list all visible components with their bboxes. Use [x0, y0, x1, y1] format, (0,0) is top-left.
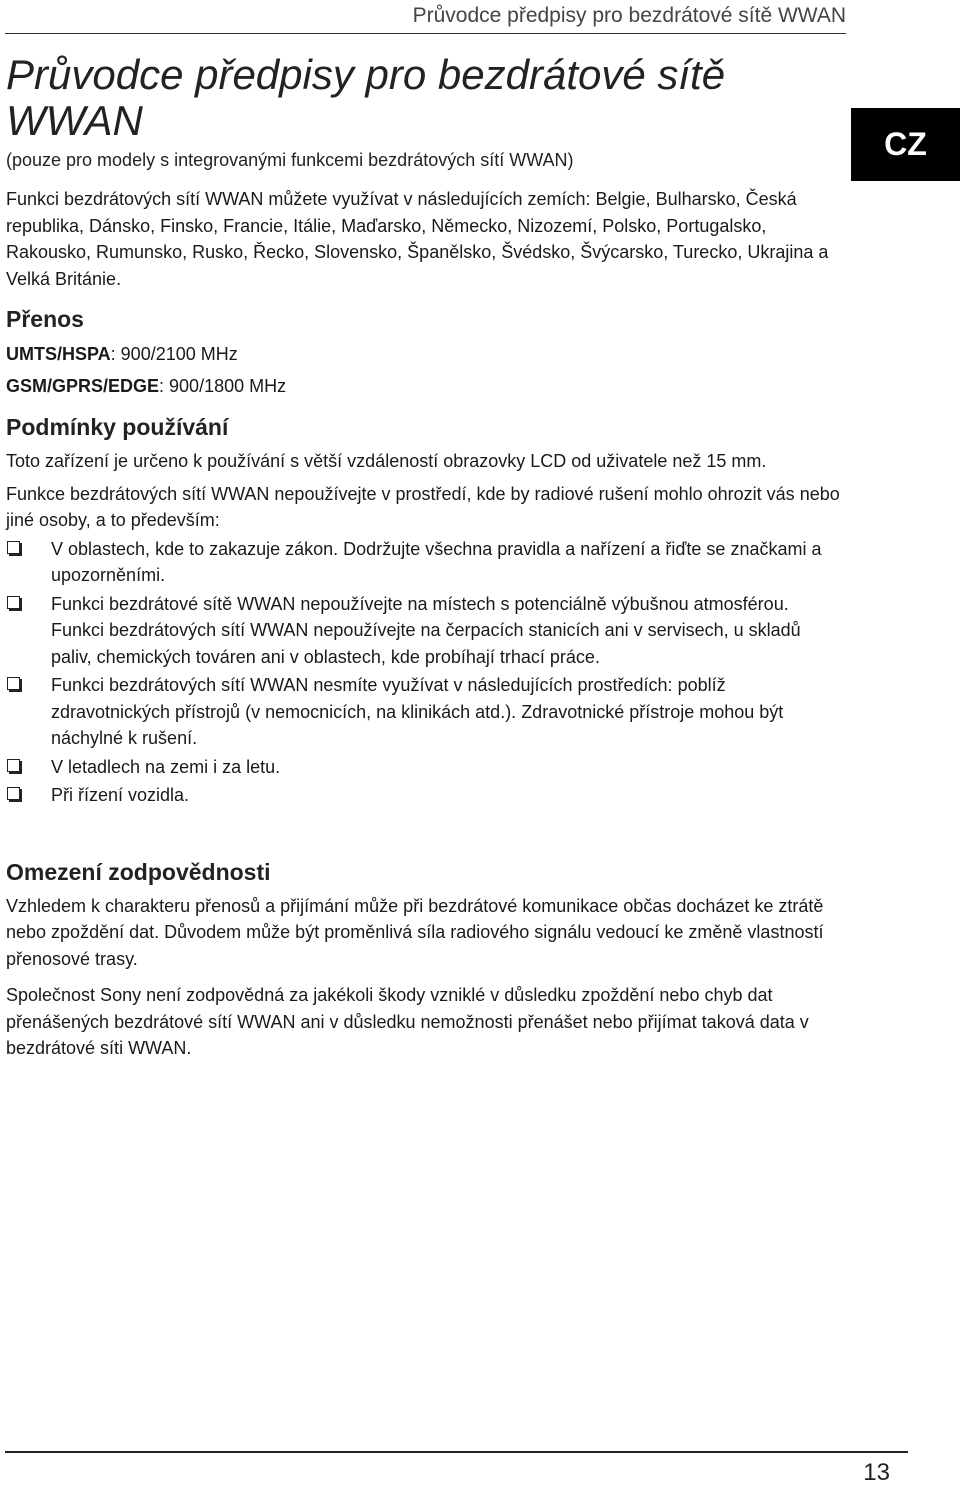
- conditions-list: [6, 536, 844, 809]
- page-number: 13: [863, 1459, 890, 1486]
- header-divider: [5, 33, 846, 34]
- liability-paragraph: Společnost Sony není zodpovědná za jakékoli škody vzniklé v důsledku zpoždění nebo chyb dat přenášených bezdrátové sítí WWAN ani v důsledku nemožnosti přenášet nebo přijímat taková data v bezdrátové síti WWAN.: [6, 985, 809, 1058]
- frequency-value: : 900/1800 MHz: [159, 376, 287, 396]
- page-content: [6, 52, 844, 1062]
- checkbox-bullet-icon: [7, 596, 20, 609]
- checkbox-bullet-icon: [7, 787, 20, 800]
- list-item: Při řízení vozidla.: [6, 782, 844, 809]
- checkbox-bullet-icon: [7, 541, 20, 554]
- conditions-heading: Podmínky používání: [6, 414, 229, 440]
- frequency-label: UMTS/HSPA: [6, 344, 111, 364]
- intro-paragraph: Funkci bezdrátových sítí WWAN můžete využívat v následujících zemích: Belgie, Bulharsko, Česká republika, Dánsko, Finsko, Francie, Itálie, Maďarsko, Německo, Nizozemí, Polsko, Portugalsko, Rakousko, Rumunsko, Rusko, Řecko, Slovensko, Španělsko, Švédsko, Švýcarsko, Turecko, Ukrajina a Velká Británie.: [6, 189, 829, 289]
- list-item: V letadlech na zemi i za letu.: [6, 754, 844, 781]
- transmission-heading: Přenos: [6, 306, 84, 332]
- liability-paragraph: Vzhledem k charakteru přenosů a přijímání může při bezdrátové komunikace občas docházet ke ztrátě nebo zpoždění dat. Důvodem může být proměnlivá síla radiového signálu vedoucí ke změně vlastností přenosové trasy.: [6, 895, 824, 969]
- liability-heading: Omezení zodpovědnosti: [6, 858, 271, 885]
- checkbox-bullet-icon: [7, 759, 20, 772]
- language-tab: CZ: [851, 108, 960, 181]
- running-header: Průvodce předpisy pro bezdrátové sítě WWAN: [412, 4, 846, 27]
- conditions-paragraph: Funkce bezdrátových sítí WWAN nepoužívejte v prostředí, kde by radiové rušení mohlo ohrozit vás nebo jiné osoby, a to především:: [6, 483, 840, 530]
- page-title: Průvodce předpisy pro bezdrátové sítě WWAN: [6, 51, 726, 144]
- list-item: Funkci bezdrátové sítě WWAN nepoužívejte na místech s potenciálně výbušnou atmosférou. Funkci bezdrátových sítí WWAN nepoužívejte na čerpacích stanicích ani v servisech, u skladů paliv, chemických továren ani v oblastech, kde probíhají trhací práce.: [6, 591, 844, 671]
- page-subtitle: (pouze pro modely s integrovanými funkcemi bezdrátových sítí WWAN): [6, 150, 574, 170]
- list-item: Funkci bezdrátových sítí WWAN nesmíte využívat v následujících prostředích: poblíž zdravotnických přístrojů (v nemocnicích, na klinikách atd.). Zdravotnické přístroje mohou být náchylné k rušení.: [6, 672, 844, 752]
- conditions-paragraph: Toto zařízení je určeno k používání s větší vzdáleností obrazovky LCD od uživatele než 15 mm.: [6, 451, 767, 471]
- frequency-label: GSM/GPRS/EDGE: [6, 376, 160, 396]
- footer-divider: [5, 1451, 908, 1453]
- frequency-list: [6, 338, 844, 402]
- frequency-value: : 900/2100 MHz: [110, 344, 238, 364]
- frequency-row: [6, 370, 844, 402]
- list-item: V oblastech, kde to zakazuje zákon. Dodržujte všechna pravidla a nařízení a řiďte se značkami a upozorněními.: [6, 536, 844, 589]
- checkbox-bullet-icon: [7, 677, 20, 690]
- frequency-row: [6, 338, 844, 370]
